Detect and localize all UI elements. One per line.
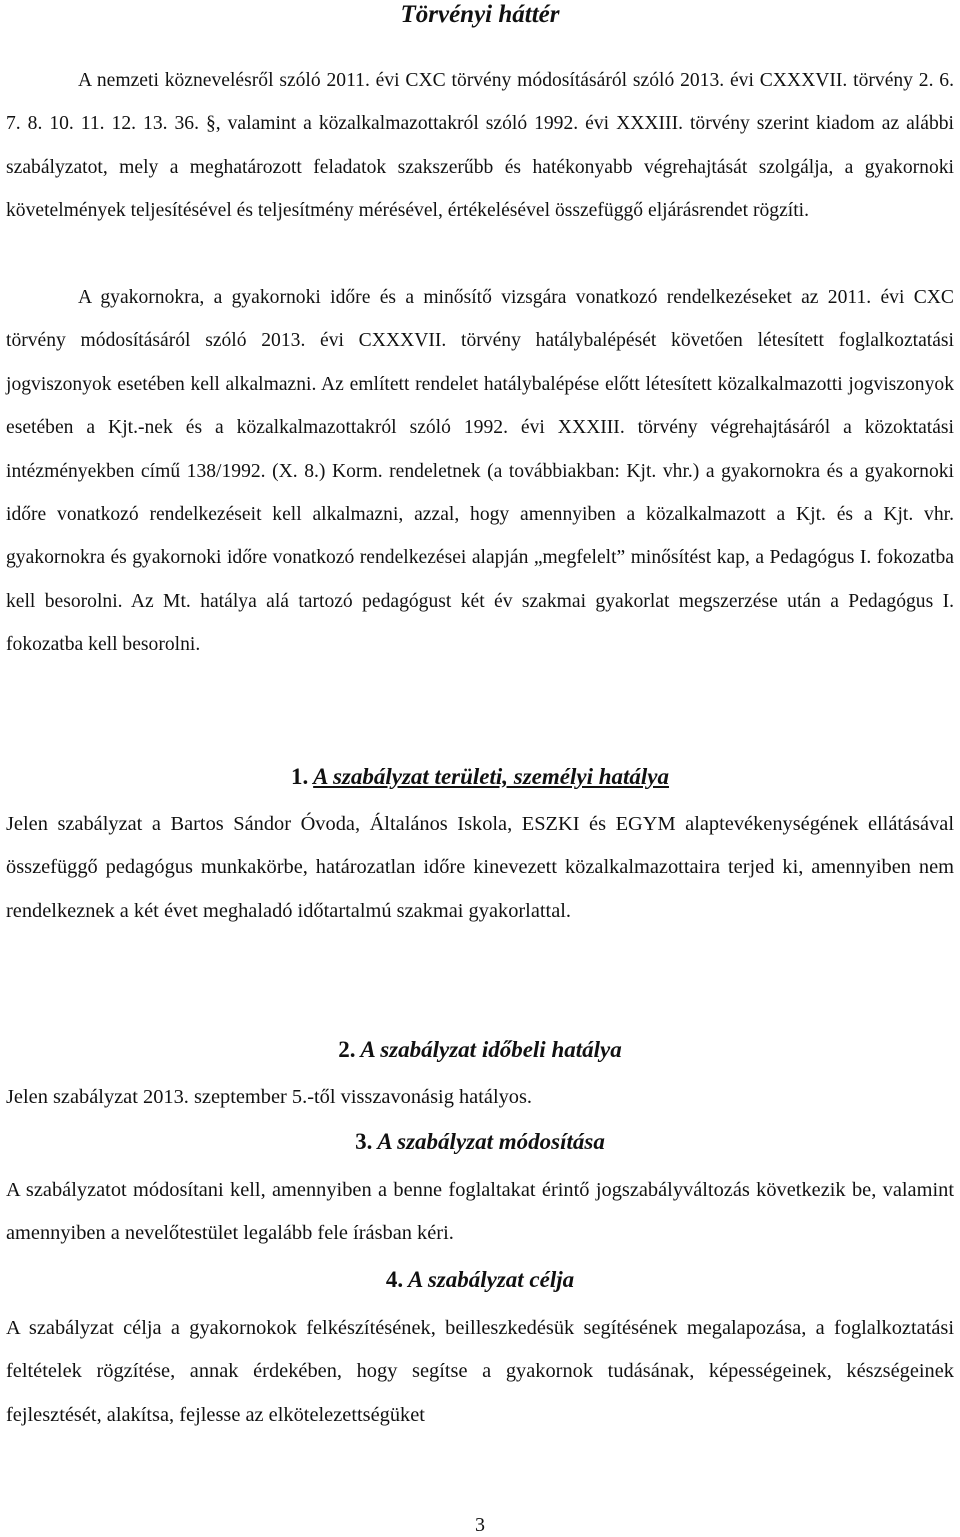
- document-title: Törvényi háttér: [400, 1, 560, 28]
- section-heading-4: [0, 1265, 960, 1295]
- page-number: 3: [475, 1514, 485, 1536]
- section-title: A szabályzat módosítása: [377, 1129, 605, 1154]
- section-number: 1.: [290, 764, 309, 789]
- intro-paragraph-1: A nemzeti köznevelésről szóló 2011. évi CXC törvény módosításáról szóló 2013. évi CXXXVII. törvény 2. 6. 7. 8. 10. 11. 12. 13. 36. §, valamint a közalkalmazottakról szóló 1992. évi XXXIII. törvény szerint kiadom az alábbi szabályzatot, mely a meghatározott feladatok szakszerűbb és hatékonyabb végrehajtását szolgálja, a gyakornoki követelmények teljesítésével és teljesítmény mérésével, értékelésével összefüggő eljárásrendet rögzíti.: [6, 70, 954, 222]
- section-number: 3.: [355, 1129, 373, 1154]
- section-body-4: A szabályzat célja a gyakornokok felkészítésének, beilleszkedésük segítésének megalapozása, a foglalkoztatási feltételek rögzítése, annak érdekében, hogy segítse a gyakornok tudásának, képességeinek, készségeinek fejlesztését, alakítsa, fejlesse az elkötelezettségüket: [6, 1317, 954, 1426]
- intro-paragraph-2: A gyakornokra, a gyakornoki időre és a minősítő vizsgára vonatkozó rendelkezéseket az 2011. évi CXC törvény módosításáról szóló 2013. évi CXXXVII. törvény hatálybalépését követően létesített foglalkoztatási jogviszonyok esetében kell alkalmazni. Az említett rendelet hatálybalépése előtt létesített közalkalmazotti jogviszonyok esetében a Kjt.-nek és a közalkalmazottakról szóló 1992. évi XXXIII. törvény végrehajtásáról a közoktatási intézményekben című 138/1992. (X. 8.) Korm. rendeletnek (a továbbiakban: Kjt. vhr.) a gyakornokra és a gyakornoki időre vonatkozó rendelkezéseit kell alkalmazni, azzal, hogy amennyiben a közalkalmazott a Kjt. és a Kjt. vhr. gyakornokra és gyakornoki időre vonatkozó rendelkezései alapján „megfelelt” minősítést kap, a Pedagógus I. fokozatba kell besorolni. Az Mt. hatálya alá tartozó pedagógust két év szakmai gyakorlat megszerzése után a Pedagógus I. fokozatba kell besorolni.: [6, 287, 954, 656]
- section-heading-2: [0, 1035, 960, 1065]
- section-title: A szabályzat területi, személyi hatálya: [313, 764, 670, 789]
- section-heading-3: [0, 1127, 960, 1157]
- section-body-1: Jelen szabályzat a Bartos Sándor Óvoda, Általános Iskola, ESZKI és EGYM alaptevékenységének ellátásával összefüggő pedagógus munkakörbe, határozatlan időre kinevezett közalkalmazottaira terjed ki, amennyiben nem rendelkeznek a két évet meghaladó időtartalmú szakmai gyakorlattal.: [6, 813, 954, 922]
- section-title: A szabályzat célja: [408, 1267, 575, 1292]
- section-body-2: Jelen szabályzat 2013. szeptember 5.-től visszavonásig hatályos.: [6, 1086, 533, 1108]
- section-heading-1: [0, 762, 960, 792]
- section-number: 4.: [385, 1267, 404, 1292]
- section-title: A szabályzat időbeli hatálya: [360, 1037, 622, 1062]
- section-number: 2.: [338, 1037, 356, 1062]
- section-body-3: A szabályzatot módosítani kell, amennyiben a benne foglaltakat érintő jogszabályváltozás következik be, valamint amennyiben a nevelőtestület legalább fele írásban kéri.: [6, 1179, 954, 1245]
